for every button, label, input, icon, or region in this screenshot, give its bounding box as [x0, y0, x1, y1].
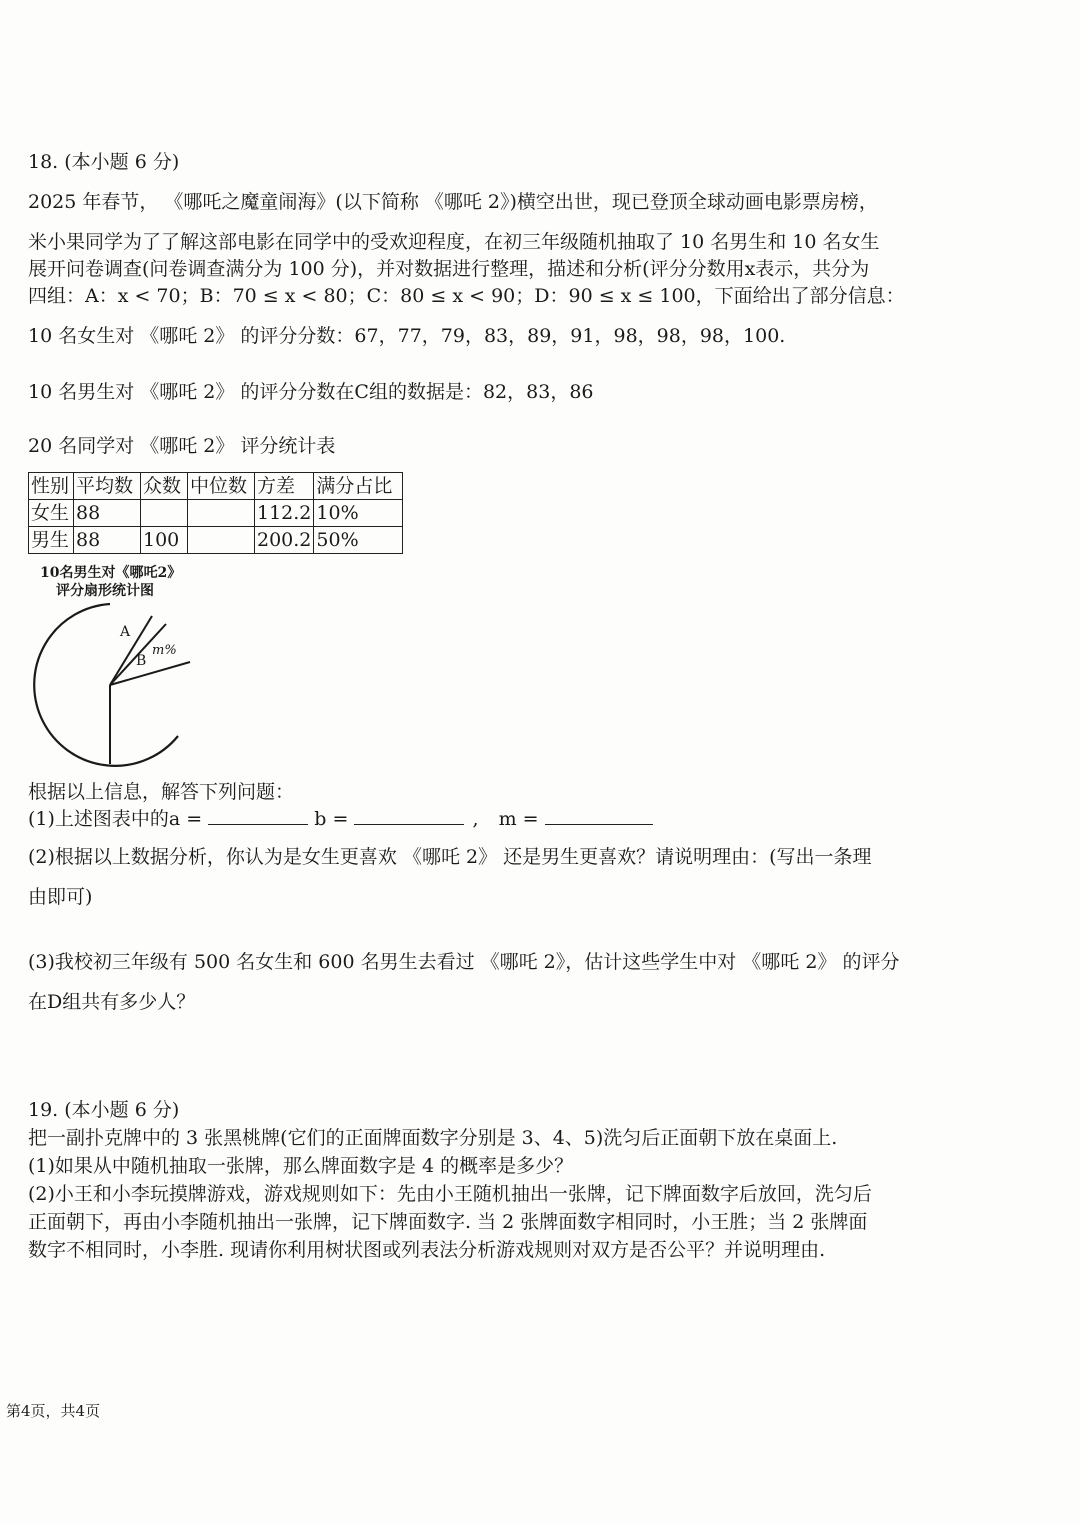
table-cell: 200.2 — [255, 527, 314, 554]
table-header-cell: 满分占比 — [314, 473, 403, 500]
q18-sub2-line-2: 由即可) — [28, 886, 93, 908]
page-footer: 第4页，共4页 — [6, 1402, 101, 1420]
table-cell: 88 — [74, 527, 141, 554]
q18-sub3-line-2: 在D组共有多少人？ — [28, 991, 196, 1013]
table-cell: 10% — [314, 500, 403, 527]
table-cell — [188, 527, 255, 554]
sub1-m-label: m = — [498, 808, 539, 830]
table-cell: 112.2 — [255, 500, 314, 527]
q19-line-3: (2)小王和小李玩摸牌游戏，游戏规则如下：先由小王随机抽出一张牌，记下牌面数字后放回，洗匀后 — [28, 1183, 872, 1205]
table-cell: 100 — [141, 527, 188, 554]
sub1-a-label: (1)上述图表中的a = — [28, 808, 203, 830]
q18-intro-line-2: 米小果同学为了了解这部电影在同学中的受欢迎程度，在初三年级随机抽取了 10 名男生和 10 名女生 — [28, 231, 880, 253]
table-row — [29, 500, 403, 527]
q18-header: 18. (本小题 6 分) — [28, 151, 180, 173]
q18-sub2-line-1: (2)根据以上数据分析，你认为是女生更喜欢 《哪吒 2》 还是男生更喜欢？请说明理由：(写出一条理 — [28, 846, 872, 868]
answer-blank-a[interactable] — [208, 806, 308, 825]
table-header-cell: 众数 — [141, 473, 188, 500]
q19-line-5: 数字不相同时，小李胜. 现请你利用树状图或列表法分析游戏规则对双方是否公平？并说明理由. — [28, 1239, 826, 1261]
table-header-cell: 中位数 — [188, 473, 255, 500]
table-cell: 女生 — [29, 500, 74, 527]
answer-blank-m[interactable] — [545, 806, 653, 825]
table-header-cell: 平均数 — [74, 473, 141, 500]
q18-table-title: 20 名同学对 《哪吒 2》 评分统计表 — [28, 435, 336, 457]
pie-title-line-2: 评分扇形统计图 — [56, 583, 154, 599]
pie-label-a: A — [120, 624, 131, 640]
q18-sub3-line-1: (3)我校初三年级有 500 名女生和 600 名男生去看过 《哪吒 2》，估计这些学生中对 《哪吒 2》 的评分 — [28, 951, 900, 973]
table-cell: 50% — [314, 527, 403, 554]
pie-outline-arc — [34, 604, 178, 766]
q19-line-4: 正面朝下，再由小李随机抽出一张牌，记下牌面数字. 当 2 张牌面数字相同时，小王胜；当 2 张牌面 — [28, 1211, 868, 1233]
q18-girls-scores: 10 名女生对 《哪吒 2》 的评分分数：67，77，79，83，89，91，98，98，98，100. — [28, 325, 786, 347]
q18-prompt: 根据以上信息，解答下列问题： — [28, 781, 295, 803]
q18-sub1 — [28, 806, 653, 831]
pie-title-line-1: 10名男生对《哪吒2》 — [40, 565, 182, 581]
q18-intro-line-1: 2025 年春节， 《哪吒之魔童闹海》(以下简称 《哪吒 2》)横空出世，现已登顶全球动画电影票房榜， — [28, 191, 878, 213]
table-header-row — [29, 473, 403, 500]
stats-table — [28, 472, 403, 554]
pie-label-m: m% — [152, 643, 177, 658]
q19-line-2: (1)如果从中随机抽取一张牌，那么牌面数字是 4 的概率是多少？ — [28, 1155, 574, 1177]
q18-intro-line-4: 四组：A：x < 70；B：70 ≤ x < 80；C：80 ≤ x < 90；D：90 ≤ x ≤ 100，下面给出了部分信息： — [28, 285, 905, 307]
table-cell: 男生 — [29, 527, 74, 554]
blank-comma: , — [472, 808, 479, 830]
sub1-b-label: b = — [314, 808, 349, 830]
q18-boys-c-group: 10 名男生对 《哪吒 2》 的评分分数在C组的数据是：82，83，86 — [28, 381, 594, 403]
table-header-cell: 性别 — [29, 473, 74, 500]
pie-chart — [20, 600, 200, 780]
q19-line-1: 把一副扑克牌中的 3 张黑桃牌(它们的正面牌面数字分别是 3、4、5)洗匀后正面朝下放在桌面上. — [28, 1127, 838, 1149]
q18-intro-line-3: 展开问卷调查(问卷调查满分为 100 分)，并对数据进行整理，描述和分析(评分分数用x表示，共分为 — [28, 258, 870, 280]
pie-label-b: B — [136, 653, 147, 669]
table-header-cell: 方差 — [255, 473, 314, 500]
table-row — [29, 527, 403, 554]
answer-blank-b[interactable] — [354, 806, 464, 825]
table-cell: 88 — [74, 500, 141, 527]
table-cell — [141, 500, 188, 527]
q19-header: 19. (本小题 6 分) — [28, 1099, 180, 1121]
table-cell — [188, 500, 255, 527]
